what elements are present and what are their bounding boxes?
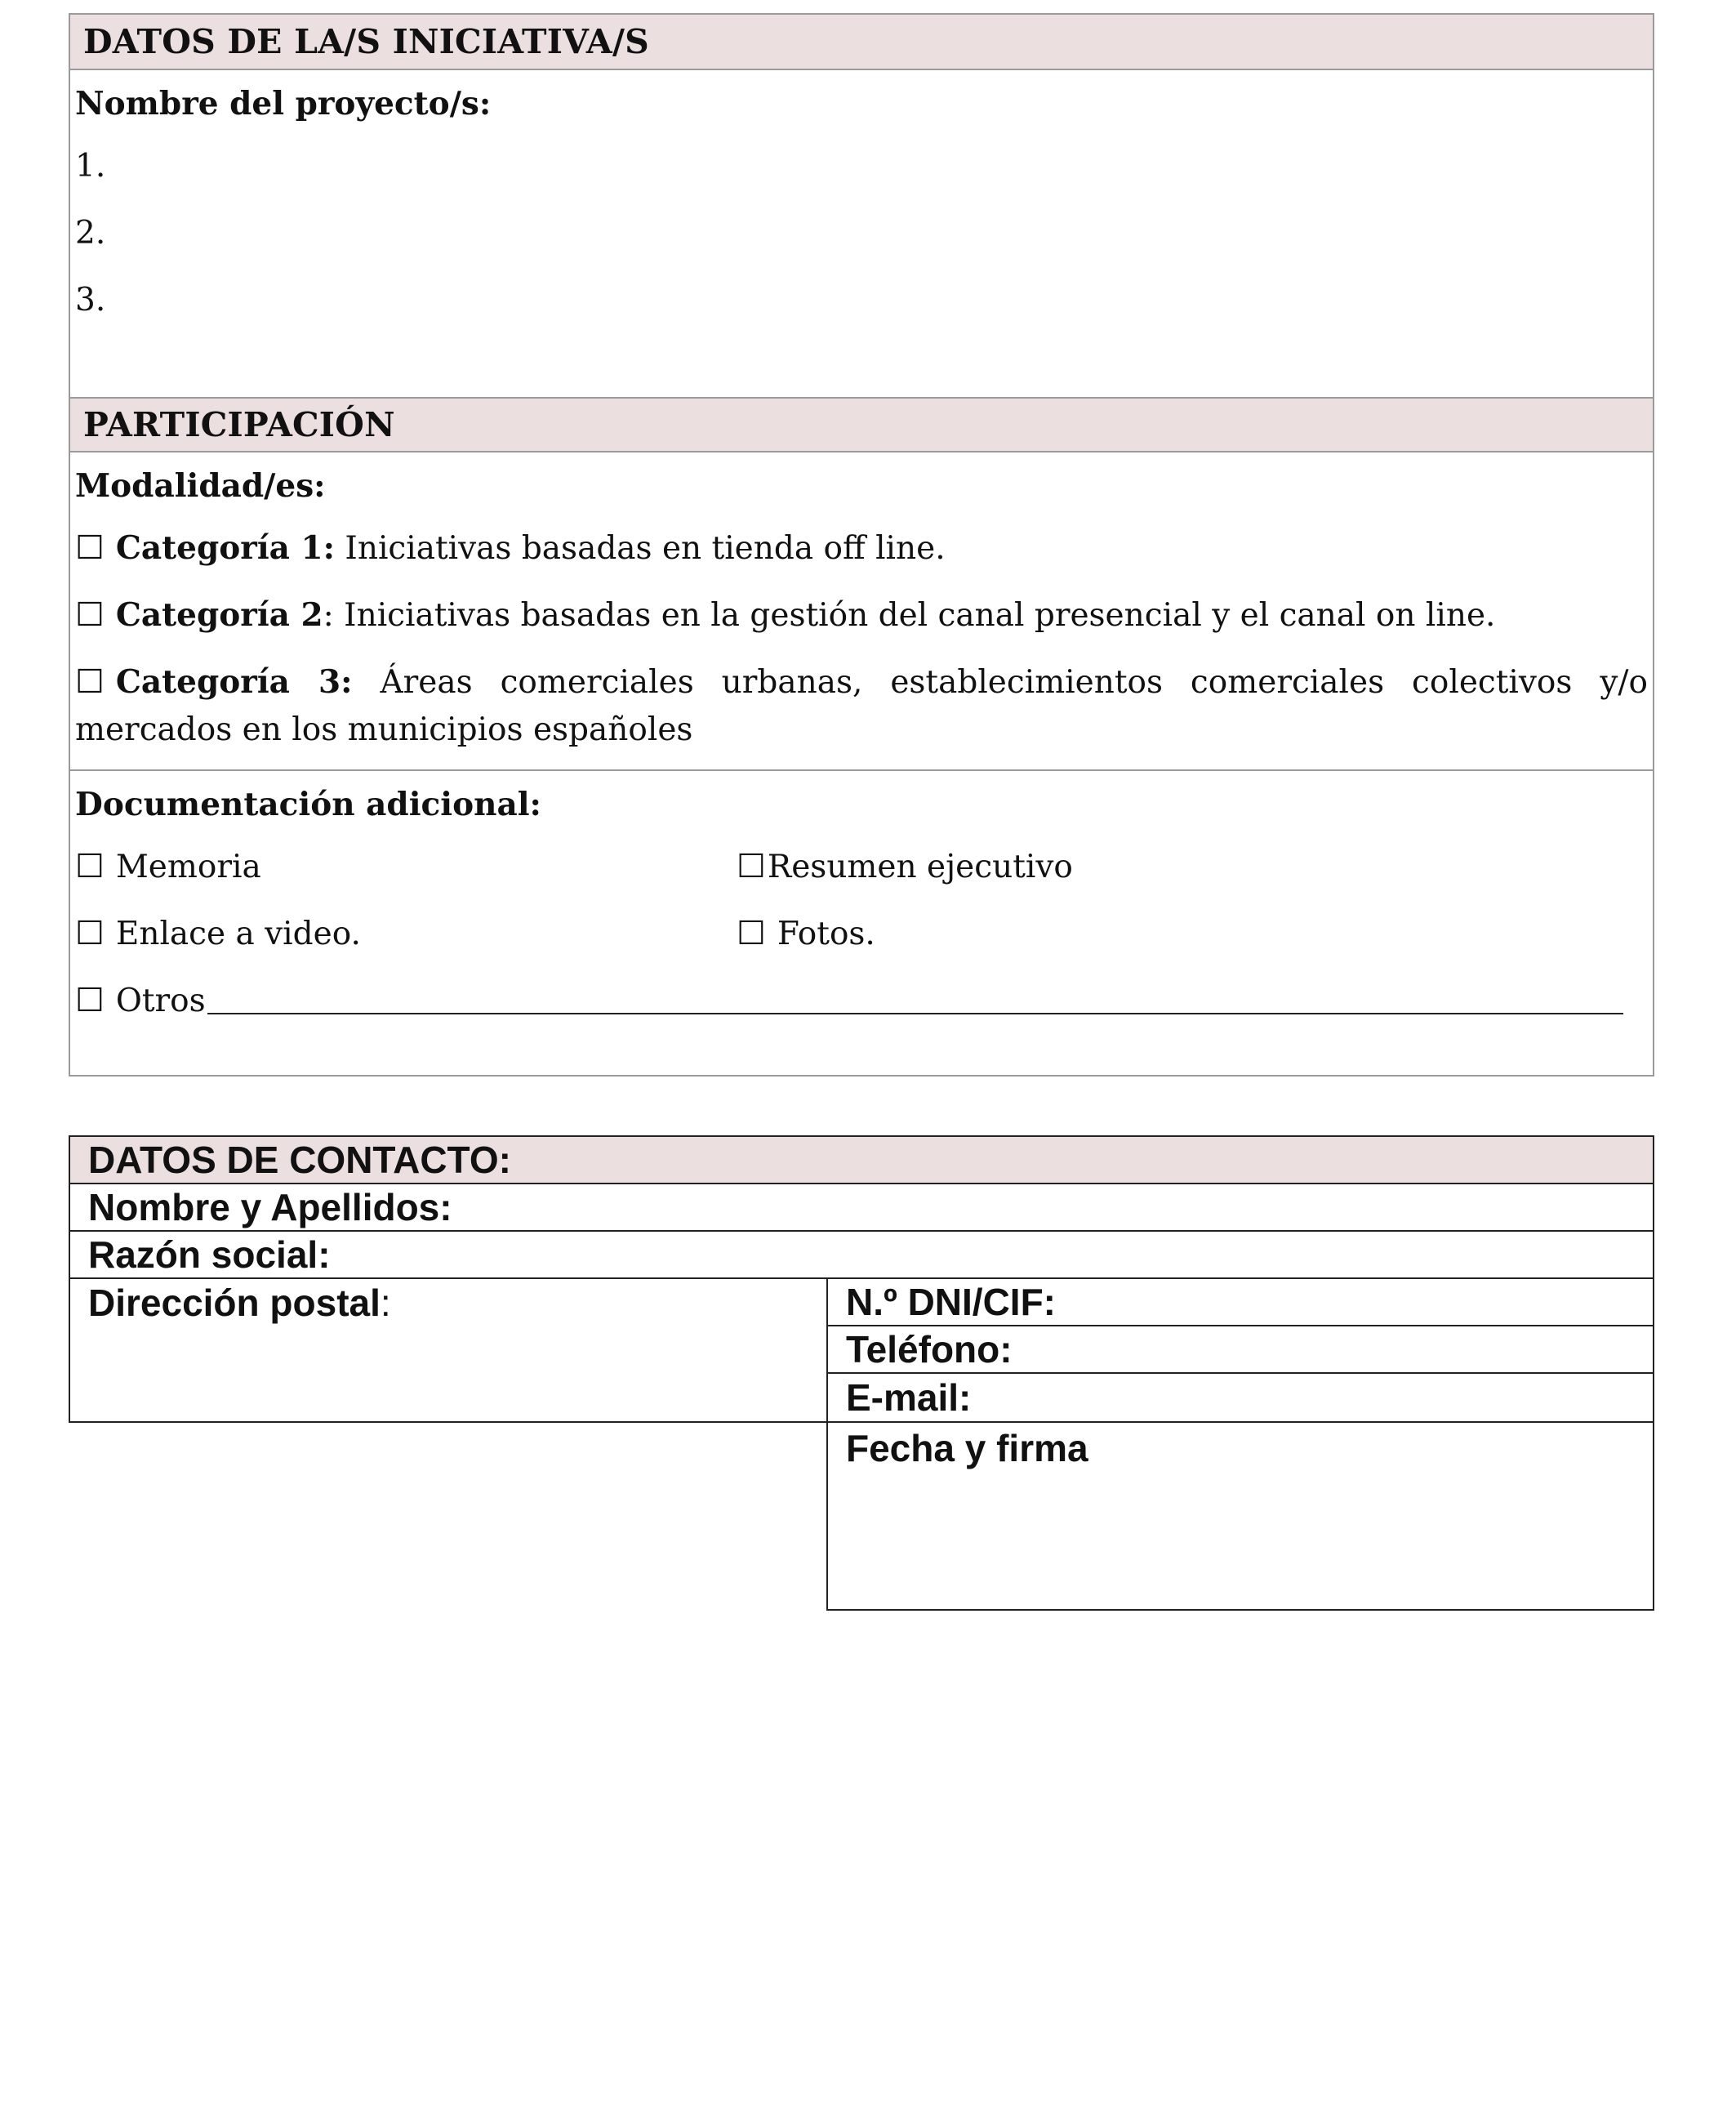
date-signature-label: Fecha y firma [846, 1427, 1088, 1469]
photos-option[interactable]: ☐ Fotos. [737, 915, 875, 952]
modality-label: Modalidad/es: [75, 467, 326, 505]
checkbox-icon[interactable]: ☐ [75, 663, 105, 701]
video-link-option[interactable]: ☐ Enlace a video. [75, 915, 361, 952]
dni-label: N.º DNI/CIF: [846, 1281, 1056, 1323]
project-name-label: Nombre del proyecto/s: [75, 85, 492, 123]
project-item[interactable]: 1. [75, 147, 106, 185]
category-2-text: : Iniciativas basadas en la gestión del canal presencial y el canal on line. [323, 596, 1496, 634]
category-3-label: Categoría 3: [115, 663, 353, 701]
documentation-section [70, 771, 1653, 1075]
project-item[interactable]: 3. [75, 281, 106, 319]
category-2-option[interactable] [75, 582, 1648, 649]
name-field[interactable] [69, 1183, 1654, 1232]
otros-input-line[interactable] [207, 987, 1623, 1014]
checkbox-icon[interactable]: ☐ [75, 915, 105, 952]
section-header-initiatives [70, 15, 1653, 70]
contact-header: DATOS DE CONTACTO: [69, 1135, 1654, 1184]
address-label: Dirección postal [88, 1282, 381, 1324]
otros-option[interactable]: ☐ Otros [75, 967, 1648, 1034]
category-1-option[interactable] [75, 515, 1648, 582]
category-1-label: Categoría 1: [115, 529, 336, 567]
email-label: E-mail: [846, 1376, 972, 1419]
modality-section [70, 452, 1653, 771]
category-1-text: Iniciativas basadas en tienda off line. [335, 529, 946, 567]
checkbox-icon[interactable]: ☐ [737, 848, 766, 885]
address-field[interactable]: Dirección postal : [69, 1277, 828, 1423]
project-names-section [70, 70, 1653, 397]
company-label: Razón social: [88, 1233, 331, 1276]
phone-field[interactable] [826, 1325, 1654, 1374]
checkbox-icon[interactable]: ☐ [75, 848, 105, 885]
checkbox-icon[interactable]: ☐ [75, 529, 105, 567]
project-item[interactable]: 2. [75, 214, 106, 252]
participation-header-text: PARTICIPACIÓN [83, 405, 395, 444]
name-label: Nombre y Apellidos: [88, 1186, 452, 1228]
checkbox-icon[interactable]: ☐ [737, 915, 766, 952]
phone-label: Teléfono: [846, 1328, 1013, 1371]
date-signature-field[interactable] [826, 1421, 1654, 1611]
initiative-form [69, 13, 1654, 1077]
checkbox-icon[interactable]: ☐ [75, 982, 105, 1019]
memoria-option[interactable]: ☐ Memoria [75, 848, 261, 885]
category-3-option[interactable] [75, 649, 1648, 754]
dni-field[interactable] [826, 1277, 1654, 1326]
section-header-participation [70, 397, 1653, 452]
category-3-text: Áreas comerciales urbanas, establecimientos comerciales colectivos y/o mercados en los municipios españoles [75, 664, 1648, 748]
resumen-option[interactable]: ☐ Resumen ejecutivo [737, 848, 1073, 885]
category-2-label: Categoría 2 [115, 596, 323, 634]
initiatives-header-text: DATOS DE LA/S INICIATIVA/S [83, 22, 649, 61]
email-field[interactable] [826, 1372, 1654, 1423]
documentation-label: Documentación adicional: [75, 786, 541, 823]
company-field[interactable] [69, 1230, 1654, 1279]
checkbox-icon[interactable]: ☐ [75, 596, 105, 634]
